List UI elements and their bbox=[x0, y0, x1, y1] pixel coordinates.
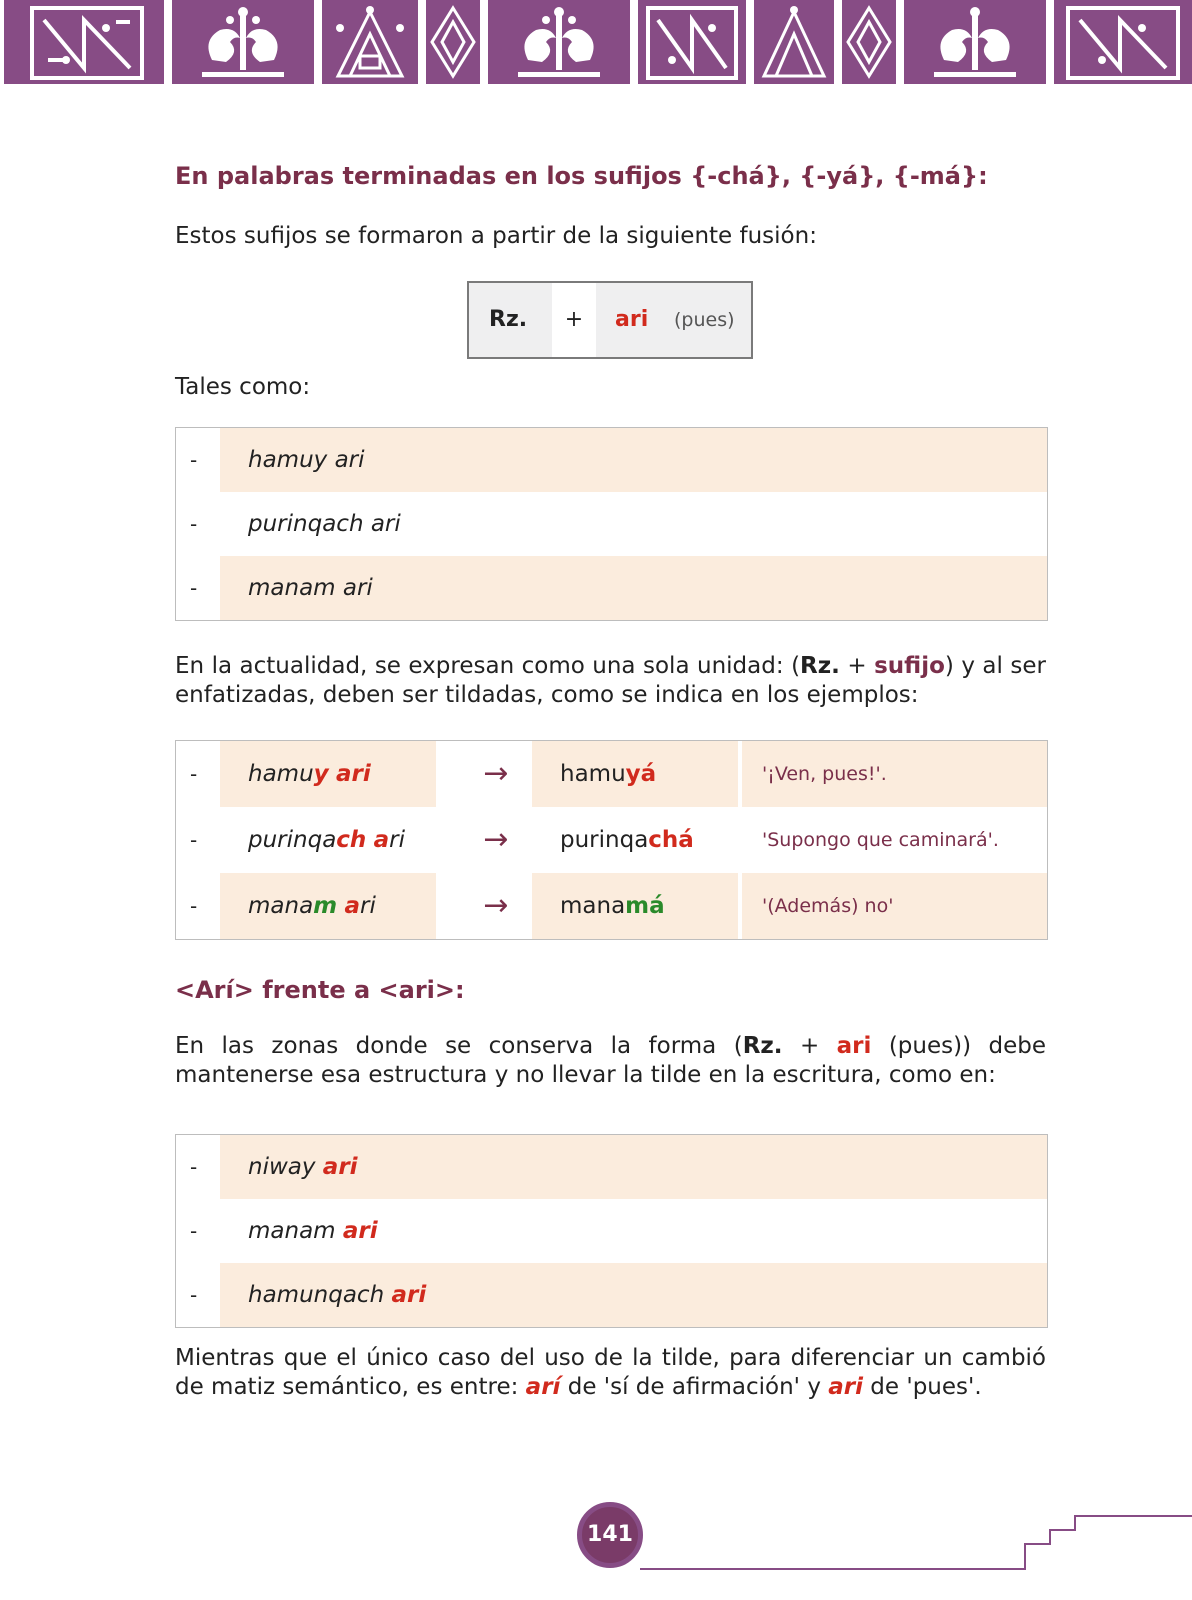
phrase-text: niway ari bbox=[248, 1154, 358, 1180]
table-row: - hamuy ari → hamuyá '¡Ven, pues!'. bbox=[176, 741, 1047, 807]
list-dash: - bbox=[190, 448, 198, 472]
list-item bbox=[176, 428, 1047, 492]
table-row: - manam ari → manamá '(Además) no' bbox=[176, 873, 1047, 939]
examples-table bbox=[175, 740, 1048, 940]
source-form: manam ari bbox=[220, 873, 436, 939]
geometric-pattern-icon bbox=[1054, 0, 1192, 84]
source-form: purinqach ari bbox=[248, 827, 406, 853]
source-form: hamuy ari bbox=[220, 741, 436, 807]
phrase-text: hamunqach ari bbox=[248, 1282, 427, 1308]
arrow-right-icon: → bbox=[483, 756, 509, 791]
ari-word: ari bbox=[615, 307, 649, 332]
gloss-text: '(Además) no' bbox=[742, 873, 1047, 939]
table-row: - purinqach ari → purinqachá 'Supongo que caminará'. bbox=[176, 807, 1047, 873]
geometric-pattern-icon bbox=[4, 0, 164, 84]
diamond-pattern-icon bbox=[426, 0, 480, 84]
arrow-right-icon: → bbox=[483, 822, 509, 857]
list-item bbox=[176, 1135, 1047, 1199]
result-form: hamuyá bbox=[532, 741, 738, 807]
phrase-text: hamuy ari bbox=[248, 447, 365, 473]
bird-pattern-icon bbox=[904, 0, 1046, 84]
list-dash: - bbox=[190, 1155, 198, 1179]
diamond-pattern-icon bbox=[842, 0, 896, 84]
phrase-text: manam ari bbox=[248, 1218, 378, 1244]
temple-pattern-icon bbox=[322, 0, 418, 84]
page-number: 141 bbox=[577, 1502, 643, 1568]
list-item bbox=[176, 1263, 1047, 1327]
root-abbreviation: Rz. bbox=[489, 307, 528, 332]
fusion-formula-box bbox=[467, 281, 753, 359]
explanation-paragraph: En la actualidad, se expresan como una sola unidad: (Rz. + sufijo) y al ser enfatizadas, deben ser tildadas, como se indica en los ejemplos: bbox=[175, 653, 1046, 708]
gloss-text: '¡Ven, pues!'. bbox=[742, 741, 1047, 807]
closing-paragraph: Mientras que el único caso del uso de la tilde, para diferenciar un cambió de matiz semántico, es entre: arí de 'sí de afirmación' y ari de 'pues'. bbox=[175, 1345, 1046, 1400]
zones-paragraph: En las zonas donde se conserva la forma (Rz. + ari (pues)) debe mantenerse esa estructura y no llevar la tilde en la escritura, como en: bbox=[175, 1033, 1046, 1088]
phrase-text: manam ari bbox=[248, 575, 373, 601]
list-dash: - bbox=[190, 576, 198, 600]
section-heading-ari-contrast: <Arí> frente a <ari>: bbox=[175, 976, 465, 1004]
bird-pattern-icon bbox=[172, 0, 314, 84]
geometric-pattern-icon bbox=[638, 0, 746, 84]
list-item bbox=[176, 1199, 1047, 1263]
bird-pattern-icon bbox=[488, 0, 630, 84]
temple-pattern-icon bbox=[754, 0, 834, 84]
ari-examples-list bbox=[175, 1134, 1048, 1328]
ari-gloss: (pues) bbox=[674, 309, 735, 331]
tales-como-label: Tales como: bbox=[175, 374, 311, 400]
list-dash: - bbox=[190, 512, 198, 536]
plus-sign: + bbox=[552, 283, 596, 357]
list-item bbox=[176, 492, 1047, 556]
result-form: manamá bbox=[532, 873, 738, 939]
footer-steps-line bbox=[640, 1506, 1192, 1570]
list-dash: - bbox=[190, 1283, 198, 1307]
intro-paragraph: Estos sufijos se formaron a partir de la siguiente fusión: bbox=[175, 223, 817, 249]
ari-phrases-list bbox=[175, 427, 1048, 621]
list-dash: - bbox=[190, 1219, 198, 1243]
decorative-header-band bbox=[4, 0, 1192, 84]
arrow-right-icon: → bbox=[483, 888, 509, 923]
list-item bbox=[176, 556, 1047, 620]
result-form: purinqachá bbox=[560, 827, 694, 853]
section-heading-suffixes: En palabras terminadas en los sufijos {-chá}, {-yá}, {-má}: bbox=[175, 162, 988, 190]
phrase-text: purinqach ari bbox=[248, 511, 401, 537]
gloss-text: 'Supongo que caminará'. bbox=[762, 829, 999, 851]
